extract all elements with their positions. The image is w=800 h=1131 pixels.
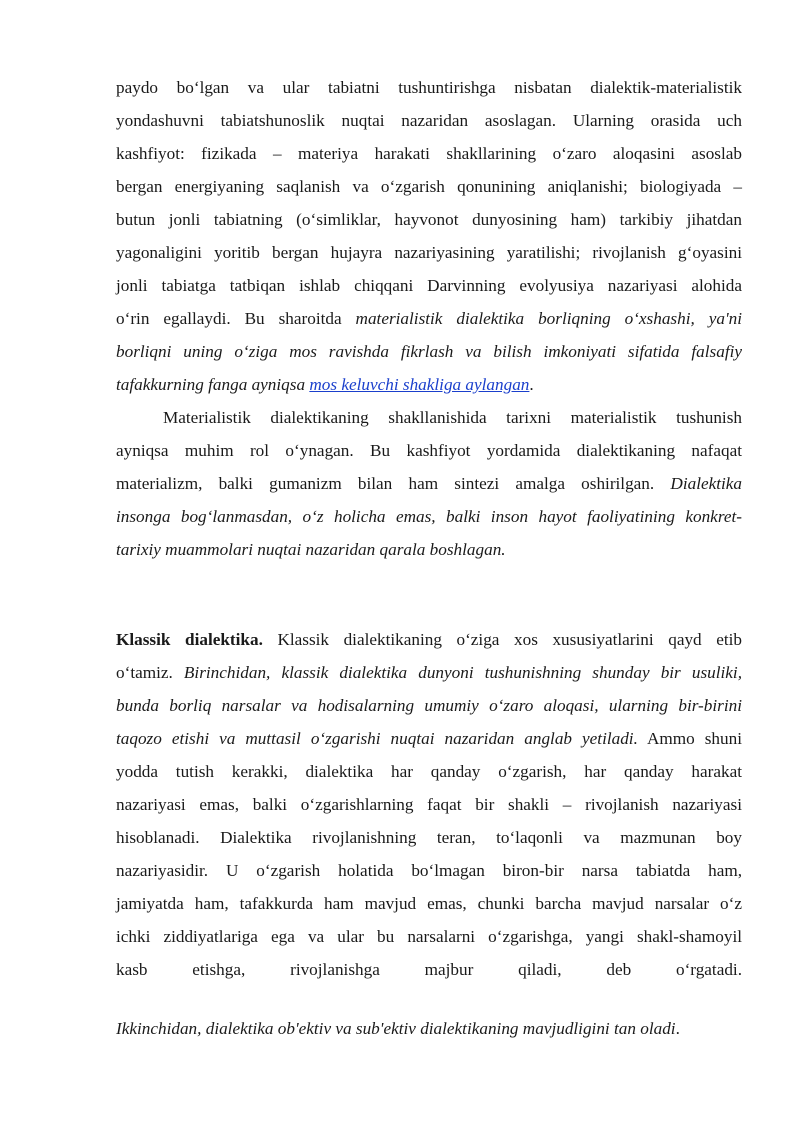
text-line: ayniqsa muhim rol o‘ynagan. Bu kashfiyot yordamida dialektikaning nafaqat (116, 441, 742, 460)
text-line: jamiyatda ham, tafakkurda ham mavjud emas, chunki barcha mavjud narsalar o‘z (116, 894, 742, 913)
text-line: nazariyasidir. U o‘zgarish holatida bo‘lmagan biron-bir narsa tabiatda ham, (116, 861, 742, 880)
italic-span: Birinchidan, klassik dialektika dunyoni tushunishning shunday bir usuliki, (183, 663, 742, 682)
text-line (116, 656, 742, 689)
hyperlink[interactable]: mos keluvchi shakliga aylangan (309, 375, 530, 394)
text-line (116, 302, 742, 335)
text-span: Klassik dialektikaning o‘ziga xos xususiyatlarini qayd etib (262, 630, 743, 649)
text-line: yondashuvni tabiatshunoslik nuqtai nazaridan asoslagan. Ularning orasida uch (116, 111, 742, 130)
text-line: butun jonli tabiatning (o‘simliklar, hayvonot dunyosining ham) tarkibiy jihatdan (116, 210, 742, 229)
text-line: hisoblanadi. Dialektika rivojlanishning teran, to‘laqonli va mazmunan boy (116, 828, 742, 847)
text-line (116, 467, 742, 500)
text-line: borliqni uning o‘ziga mos ravishda fikrlash va bilish imkoniyati sifatida falsafiy (116, 342, 742, 361)
text-span: o‘tamiz. (116, 663, 184, 682)
text-span: Ammo shuni (637, 729, 742, 748)
italic-span: tafakkurning fanga ayniqsa (116, 375, 310, 394)
text-line (116, 1012, 742, 1045)
section-heading: Klassik dialektika. (116, 630, 263, 649)
text-line: paydo bo‘lgan va ular tabiatni tushuntirishga nisbatan dialektik-materialistik (116, 78, 742, 97)
text-line: jonli tabiatga tatbiqan ishlab chiqqani Darvinning evolyusiya nazariyasi alohida (116, 276, 742, 295)
text-span: . (675, 1019, 680, 1038)
text-span: . (529, 375, 534, 394)
text-line: kashfiyot: fizikada – materiya harakati shakllarining o‘zaro aloqasini asoslab (116, 144, 742, 163)
text-line: kasb etishga, rivojlanishga majbur qiladi, deb o‘rgatadi. (116, 960, 742, 979)
text-span: materializm, balki gumanizm bilan ham sintezi amalga oshirilgan. (116, 474, 671, 493)
italic-span: taqozo etishi va muttasil o‘zgarishi nuqtai nazaridan anglab yetiladi. (116, 729, 638, 748)
text-line (116, 722, 742, 755)
text-line: tarixiy muammolari nuqtai nazaridan qarala boshlagan. (116, 540, 506, 559)
text-span: o‘rin egallaydi. Bu sharoitda (116, 309, 356, 328)
text-line: yodda tutish kerakki, dialektika har qanday o‘zgarish, har qanday harakat (116, 762, 742, 781)
italic-span: materialistik dialektika borliqning o‘xshashi, ya'ni (355, 309, 742, 328)
italic-span: Ikkinchidan, dialektika ob'ektiv va sub'ektiv dialektikaning mavjudligini tan oladi (116, 1019, 676, 1038)
text-line: nazariyasi emas, balki o‘zgarishlarning faqat bir shakli – rivojlanish nazariyasi (116, 795, 742, 814)
text-line: ichki ziddiyatlariga ega va ular bu narsalarni o‘zgarishga, yangi shakl-shamoyil (116, 927, 742, 946)
text-line: Materialistik dialektikaning shakllanishida tarixni materialistik tushunish (163, 408, 742, 427)
text-line (116, 623, 742, 656)
italic-span: Dialektika (670, 474, 742, 493)
text-line: bergan energiyaning saqlanish va o‘zgarish qonunining aniqlanishi; biologiyada – (116, 177, 742, 196)
text-line: yagonaligini yoritib bergan hujayra nazariyasining yaratilishi; rivojlanish g‘oyasini (116, 243, 742, 262)
text-line (116, 368, 742, 401)
text-line: insonga bog‘lanmasdan, o‘z holicha emas, balki inson hayot faoliyatining konkret- (116, 507, 742, 526)
text-line: bunda borliq narsalar va hodisalarning umumiy o‘zaro aloqasi, ularning bir-birini (116, 696, 742, 715)
